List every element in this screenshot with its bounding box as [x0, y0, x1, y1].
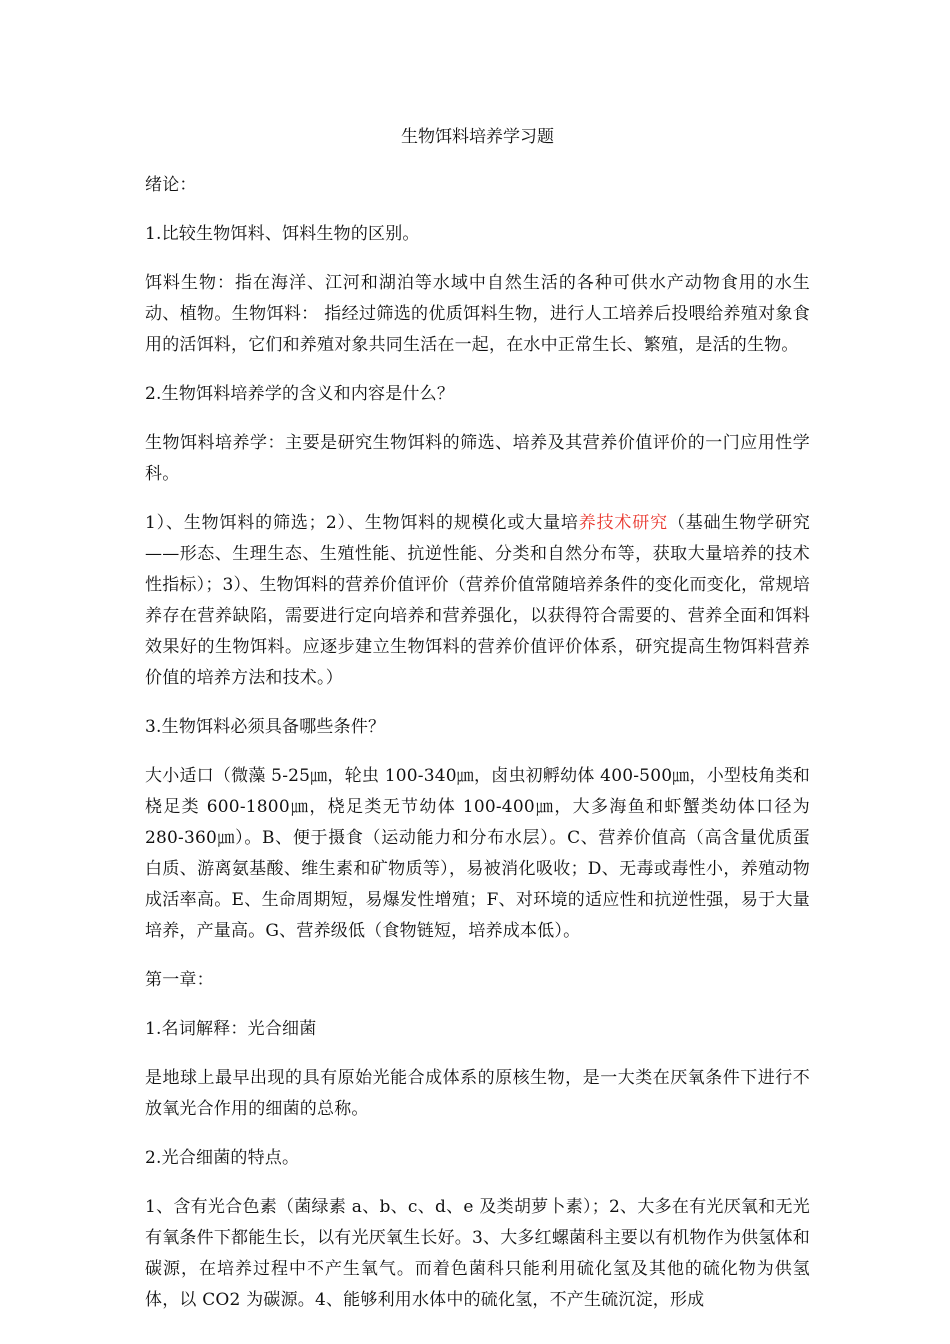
- answer-3: 大小适口（微藻 5-25㎛，轮虫 100-340㎛，卤虫初孵幼体 400-500㎛，小型枝角类和桡足类 600-1800㎛，桡足类无节幼体 100-400㎛，大多海鱼和虾蟹类幼体口径为 280-360㎛）。B、便于摄食（运动能力和分布水层）。C、营养价值高（高含量优质蛋白质、游离氨基酸、维生素和矿物质等），易被消化吸收；D、无毒或毒性小，养殖动物成活率高。E、生命周期短，易爆发性增殖；F、对环境的适应性和抗逆性强，易于大量培养，产量高。G、营养级低（食物链短，培养成本低）。: [145, 766, 810, 941]
- answer-1: 饵料生物：指在海洋、江河和湖泊等水域中自然生活的各种可供水产动物食用的水生动、植物。生物饵料： 指经过筛选的优质饵料生物，进行人工培养后投喂给养殖对象食用的活饵料，它们和养殖对象共同生活在一起，在水中正常生长、繁殖，是活的生物。: [145, 273, 810, 355]
- answer-2-detail-part2: （基础生物学研究——形态、生理生态、生殖性能、抗逆性能、分类和自然分布等，获取大量培养的技术性指标）；3）、生物饵料的营养价值评价（营养价值常随培养条件的变化而变化，常规培养存在营养缺陷，需要进行定向培养和营养强化，以获得符合需要的、营养全面和饵料效果好的生物饵料。应逐步建立生物饵料的营养价值评价体系，研究提高生物饵料营养价值的培养方法和技术。）: [145, 513, 810, 688]
- answer-2-detail: [145, 508, 810, 694]
- question-1: 1.比较生物饵料、饵料生物的区别。: [145, 224, 420, 244]
- answer-2-detail-part1: 1）、生物饵料的筛选；2）、生物饵料的规模化或大量培: [145, 513, 579, 533]
- document-body: [145, 122, 810, 1334]
- question-2: 2.生物饵料培养学的含义和内容是什么？: [145, 384, 455, 404]
- chapter-1-question-2: 2.光合细菌的特点。: [145, 1148, 300, 1168]
- intro-heading: 绪论：: [145, 175, 197, 195]
- chapter-1-answer-2: 1、含有光合色素（菌绿素 a、b、c、d、e 及类胡萝卜素）；2、大多在有光厌氧和无光有氧条件下都能生长，以有光厌氧生长好。3、大多红螺菌科主要以有机物作为供氢体和碳源，在培养过程中不产生氧气。而着色菌科只能利用硫化氢及其他的硫化物为供氢体，以 CO2 为碳源。4、能够利用水体中的硫化氢，不产生硫沉淀，形成: [145, 1197, 810, 1310]
- answer-2: 生物饵料培养学：主要是研究生物饵料的筛选、培养及其营养价值评价的一门应用性学科。: [145, 433, 810, 484]
- question-3: 3.生物饵料必须具备哪些条件？: [145, 717, 386, 737]
- chapter-1-heading: 第一章：: [145, 970, 214, 990]
- highlighted-text: 养技术研究: [578, 513, 668, 533]
- chapter-1-answer-1: 是地球上最早出现的具有原始光能合成体系的原核生物，是一大类在厌氧条件下进行不放氧光合作用的细菌的总称。: [145, 1068, 810, 1119]
- page-title: 生物饵料培养学习题: [401, 127, 554, 147]
- chapter-1-question-1: 1.名词解释：光合细菌: [145, 1019, 317, 1039]
